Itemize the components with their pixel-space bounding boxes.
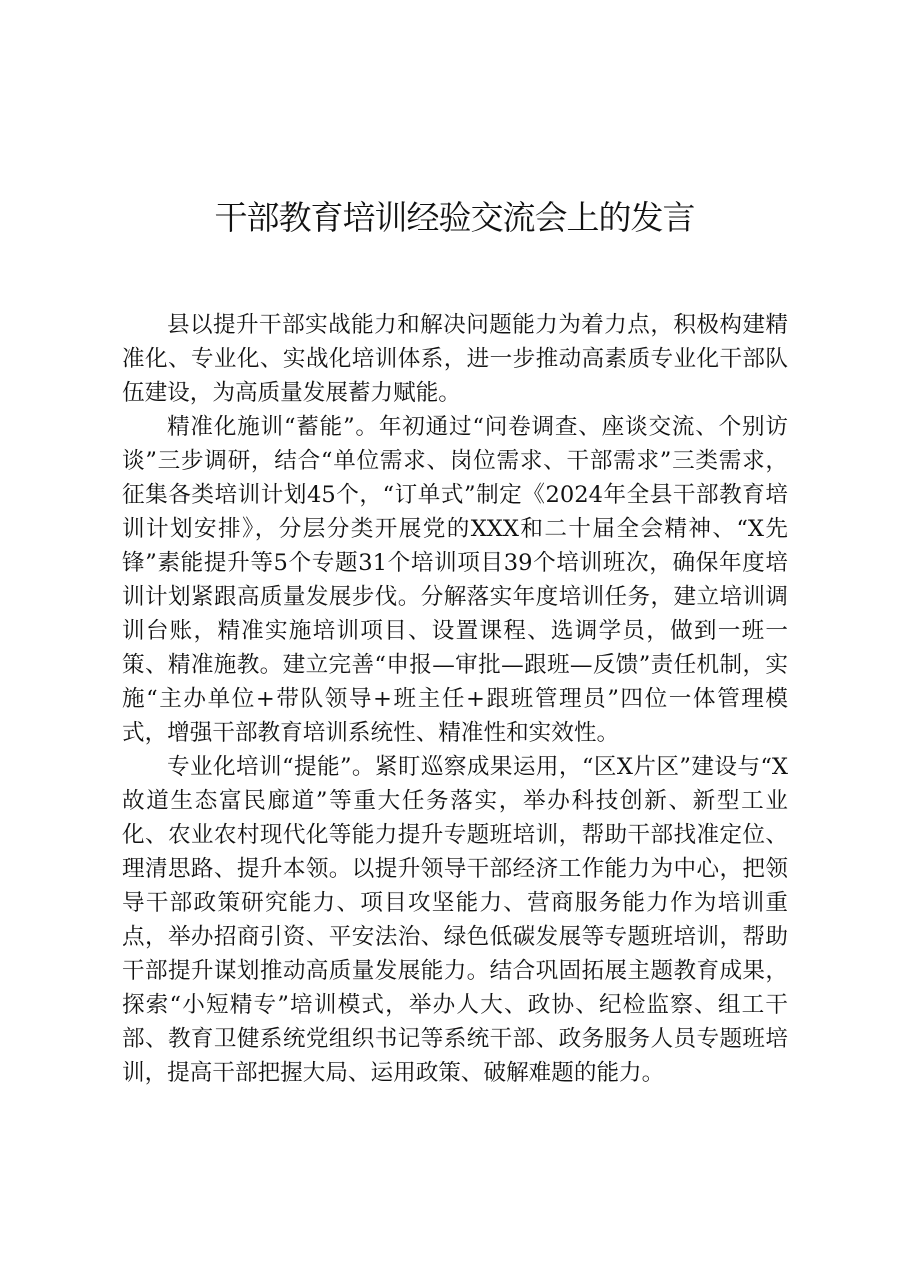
paragraph-precise-training: 精准化施训“蓄能”。年初通过“问卷调查、座谈交流、个别访谈”三步调研，结合“单位需求、岗位需求、干部需求”三类需求，征集各类培训计划45个，“订单式”制定《2024年全县干部教育培训计划安排》，分层分类开展党的XXX和二十届全会精神、“X先锋”素能提升等5个专题31个培训项目39个培训班次，确保年度培训计划紧跟高质量发展步伐。分解落实年度培训任务，建立培训调训台账，精准实施培训项目、设置课程、选调学员，做到一班一策、精准施教。建立完善“申报—审批—跟班—反馈”责任机制，实施“主办单位+带队领导+班主任+跟班管理员”四位一体管理模式，增强干部教育培训系统性、精准性和实效性。 [122, 414, 788, 746]
paragraph-professional-training: 专业化培训“提能”。紧盯巡察成果运用，“区X片区”建设与“X故道生态富民廊道”等重大任务落实，举办科技创新、新型工业化、农业农村现代化等能力提升专题班培训，帮助干部找准定位、理清思路、提升本领。以提升领导干部经济工作能力为中心，把领导干部政策研究能力、项目攻坚能力、营商服务能力作为培训重点，举办招商引资、平安法治、绿色低碳发展等专题班培训，帮助干部提升谋划推动高质量发展能力。结合巩固拓展主题教育成果，探索“小短精专”培训模式，举办人大、政协、纪检监察、组工干部、教育卫健系统党组织书记等系统干部、政务服务人员专题班培训，提高干部把握大局、运用政策、破解难题的能力。 [122, 754, 788, 1086]
document-title: 干部教育培训经验交流会上的发言 [214, 198, 695, 237]
paragraph-intro: 县以提升干部实战能力和解决问题能力为着力点，积极构建精准化、专业化、实战化培训体系，进一步推动高素质专业化干部队伍建设，为高质量发展蓄力赋能。 [122, 312, 788, 406]
document-body [122, 308, 788, 1090]
